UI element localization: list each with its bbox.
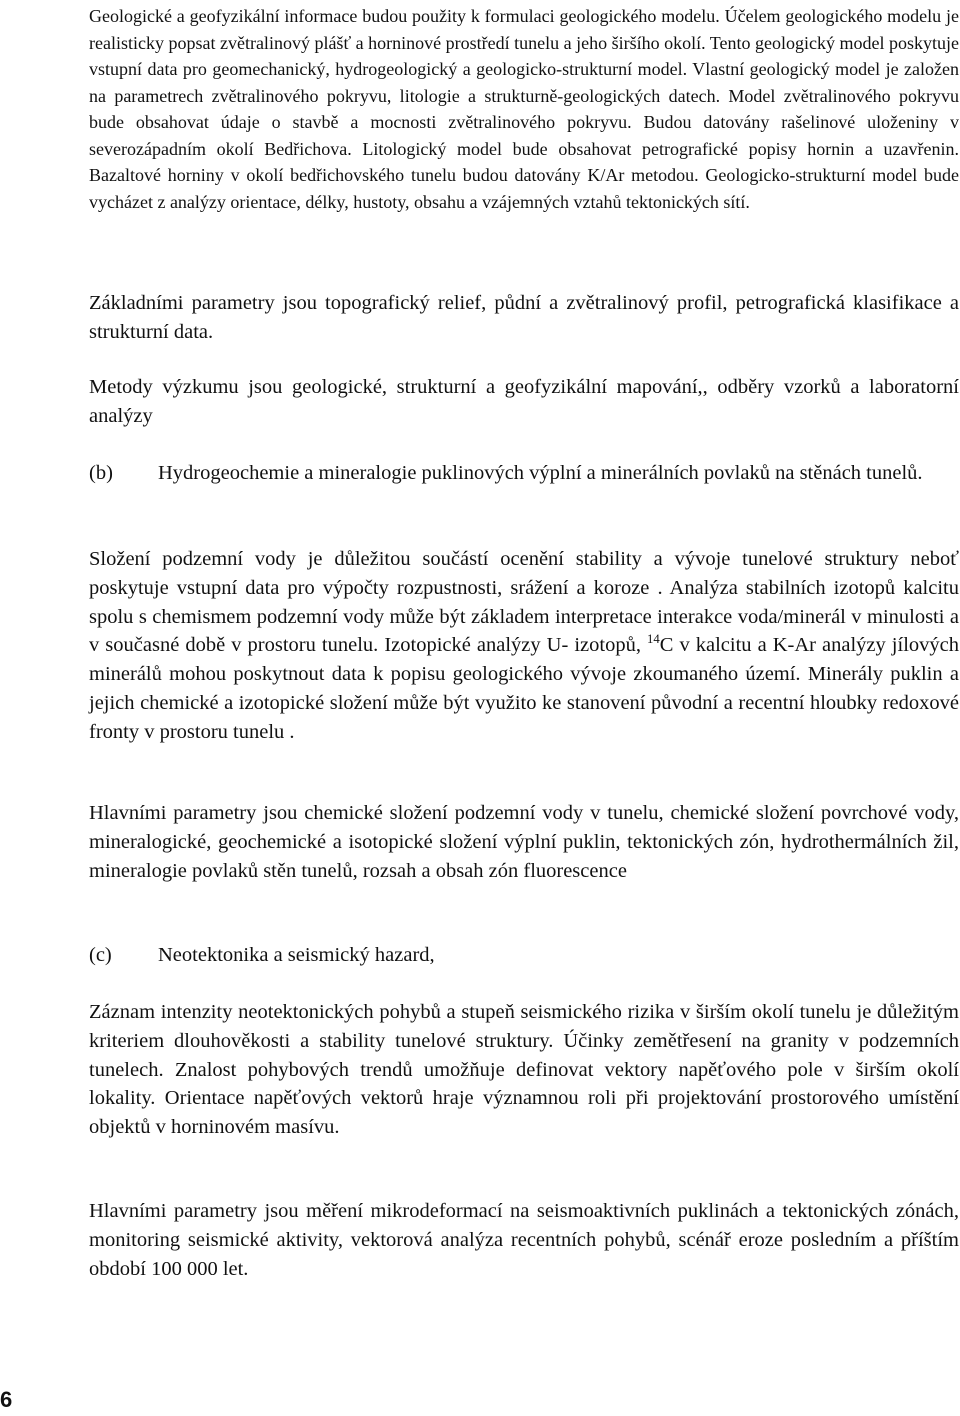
paragraph-groundwater-text-2: C v kalcitu a K-Ar analýzy jílových minerálů mohou poskytnout data k popisu geologického vývoje zkoumaného území. Minerály puklin a jejich chemické a izotopické složení může být využito ke stanovení původní a recentní hloubky redoxové fronty v prostoru tunelu .	[89, 634, 959, 743]
section-b-letter: (b)	[89, 462, 113, 484]
paragraph-groundwater-composition	[89, 545, 959, 747]
section-b-title: Hydrogeochemie a mineralogie puklinových výplní a minerálních povlaků na stěnách tunelů.	[158, 462, 923, 484]
paragraph-geological-model: Geologické a geofyzikální informace budou použity k formulaci geologického modelu. Účelem geologického modelu je realisticky popsat zvětralinový plášť a horninové prostředí tunelu a jeho širšího okolí. Tento geologický model poskytuje vstupní data pro geomechanický, hydrogeologický a geologicko-strukturní model. Vlastní geologický model je založen na parametrech zvětralinového pokryvu, litologie a strukturně-geologických datech. Model zvětralinového pokryvu bude obsahovat údaje o stavbě a mocnosti zvětralinového pokryvu. Budou datovány rašelinové uloženiny v severozápadním okolí Bedřichova. Litologický model bude obsahovat petrografické popisy hornin a uzavřenin. Bazaltové horniny v okolí bedřichovského tunelu budou datovány K/Ar metodou. Geologicko-strukturní model bude vycházet z analýzy orientace, délky, hustoty, obsahu a vzájemných vztahů tektonických sítí.	[89, 6, 959, 212]
paragraph-main-parameters-deformation: Hlavními parametry jsou měření mikrodeformací na seismoaktivních puklinách a tektonických zónách, monitoring seismické aktivity, vektorová analýza recentních pohybů, scénář eroze posledním a příštím období 100 000 let.	[89, 1200, 959, 1280]
section-c-title: Neotektonika a seismický hazard,	[158, 944, 435, 966]
paragraph-research-methods: Metody výzkumu jsou geologické, strukturní a geofyzikální mapování,, odběry vzorků a laboratorní analýzy	[89, 376, 959, 427]
paragraph-basic-parameters: Základními parametry jsou topografický relief, půdní a zvětralinový profil, petrografická klasifikace a strukturní data.	[89, 292, 959, 343]
paragraph-groundwater-text-1: Složení podzemní vody je důležitou součástí ocenění stability a vývoje tunelové struktury neboť poskytuje vstupní data pro výpočty rozpustnosti, srážení a koroze . Analýza stabilních izotopů kalcitu spolu s chemismem podzemní vody může být základem interpretace interakce voda/minerál v minulosti a v současné době v prostoru tunelu. Izotopické analýzy U- izotopů,	[89, 548, 959, 657]
paragraph-neotectonics: Záznam intenzity neotektonických pohybů a stupeň seismického rizika v širším okolí tunelu je důležitým kriteriem dlouhověkosti a stability tunelové struktury. Účinky zemětřesení na granity v podzemních tunelech. Znalost pohybových trendů umožňuje definovat vektory napěťového pole v širším okolí lokality. Orientace napěťových vektorů hraje významnou roli při projektování prostorového umístění objektů v horninovém masívu.	[89, 1001, 959, 1139]
section-c-letter: (c)	[89, 944, 112, 966]
isotope-superscript: 14	[647, 631, 660, 646]
page-number: 6	[0, 1387, 13, 1412]
paragraph-main-parameters-chemistry: Hlavními parametry jsou chemické složení podzemní vody v tunelu, chemické složení povrchové vody, mineralogické, geochemické a isotopické složení výplní puklin, tektonických zón, hydrothermálních žil, mineralogie povlaků stěn tunelů, rozsah a obsah zón fluorescence	[89, 802, 959, 882]
